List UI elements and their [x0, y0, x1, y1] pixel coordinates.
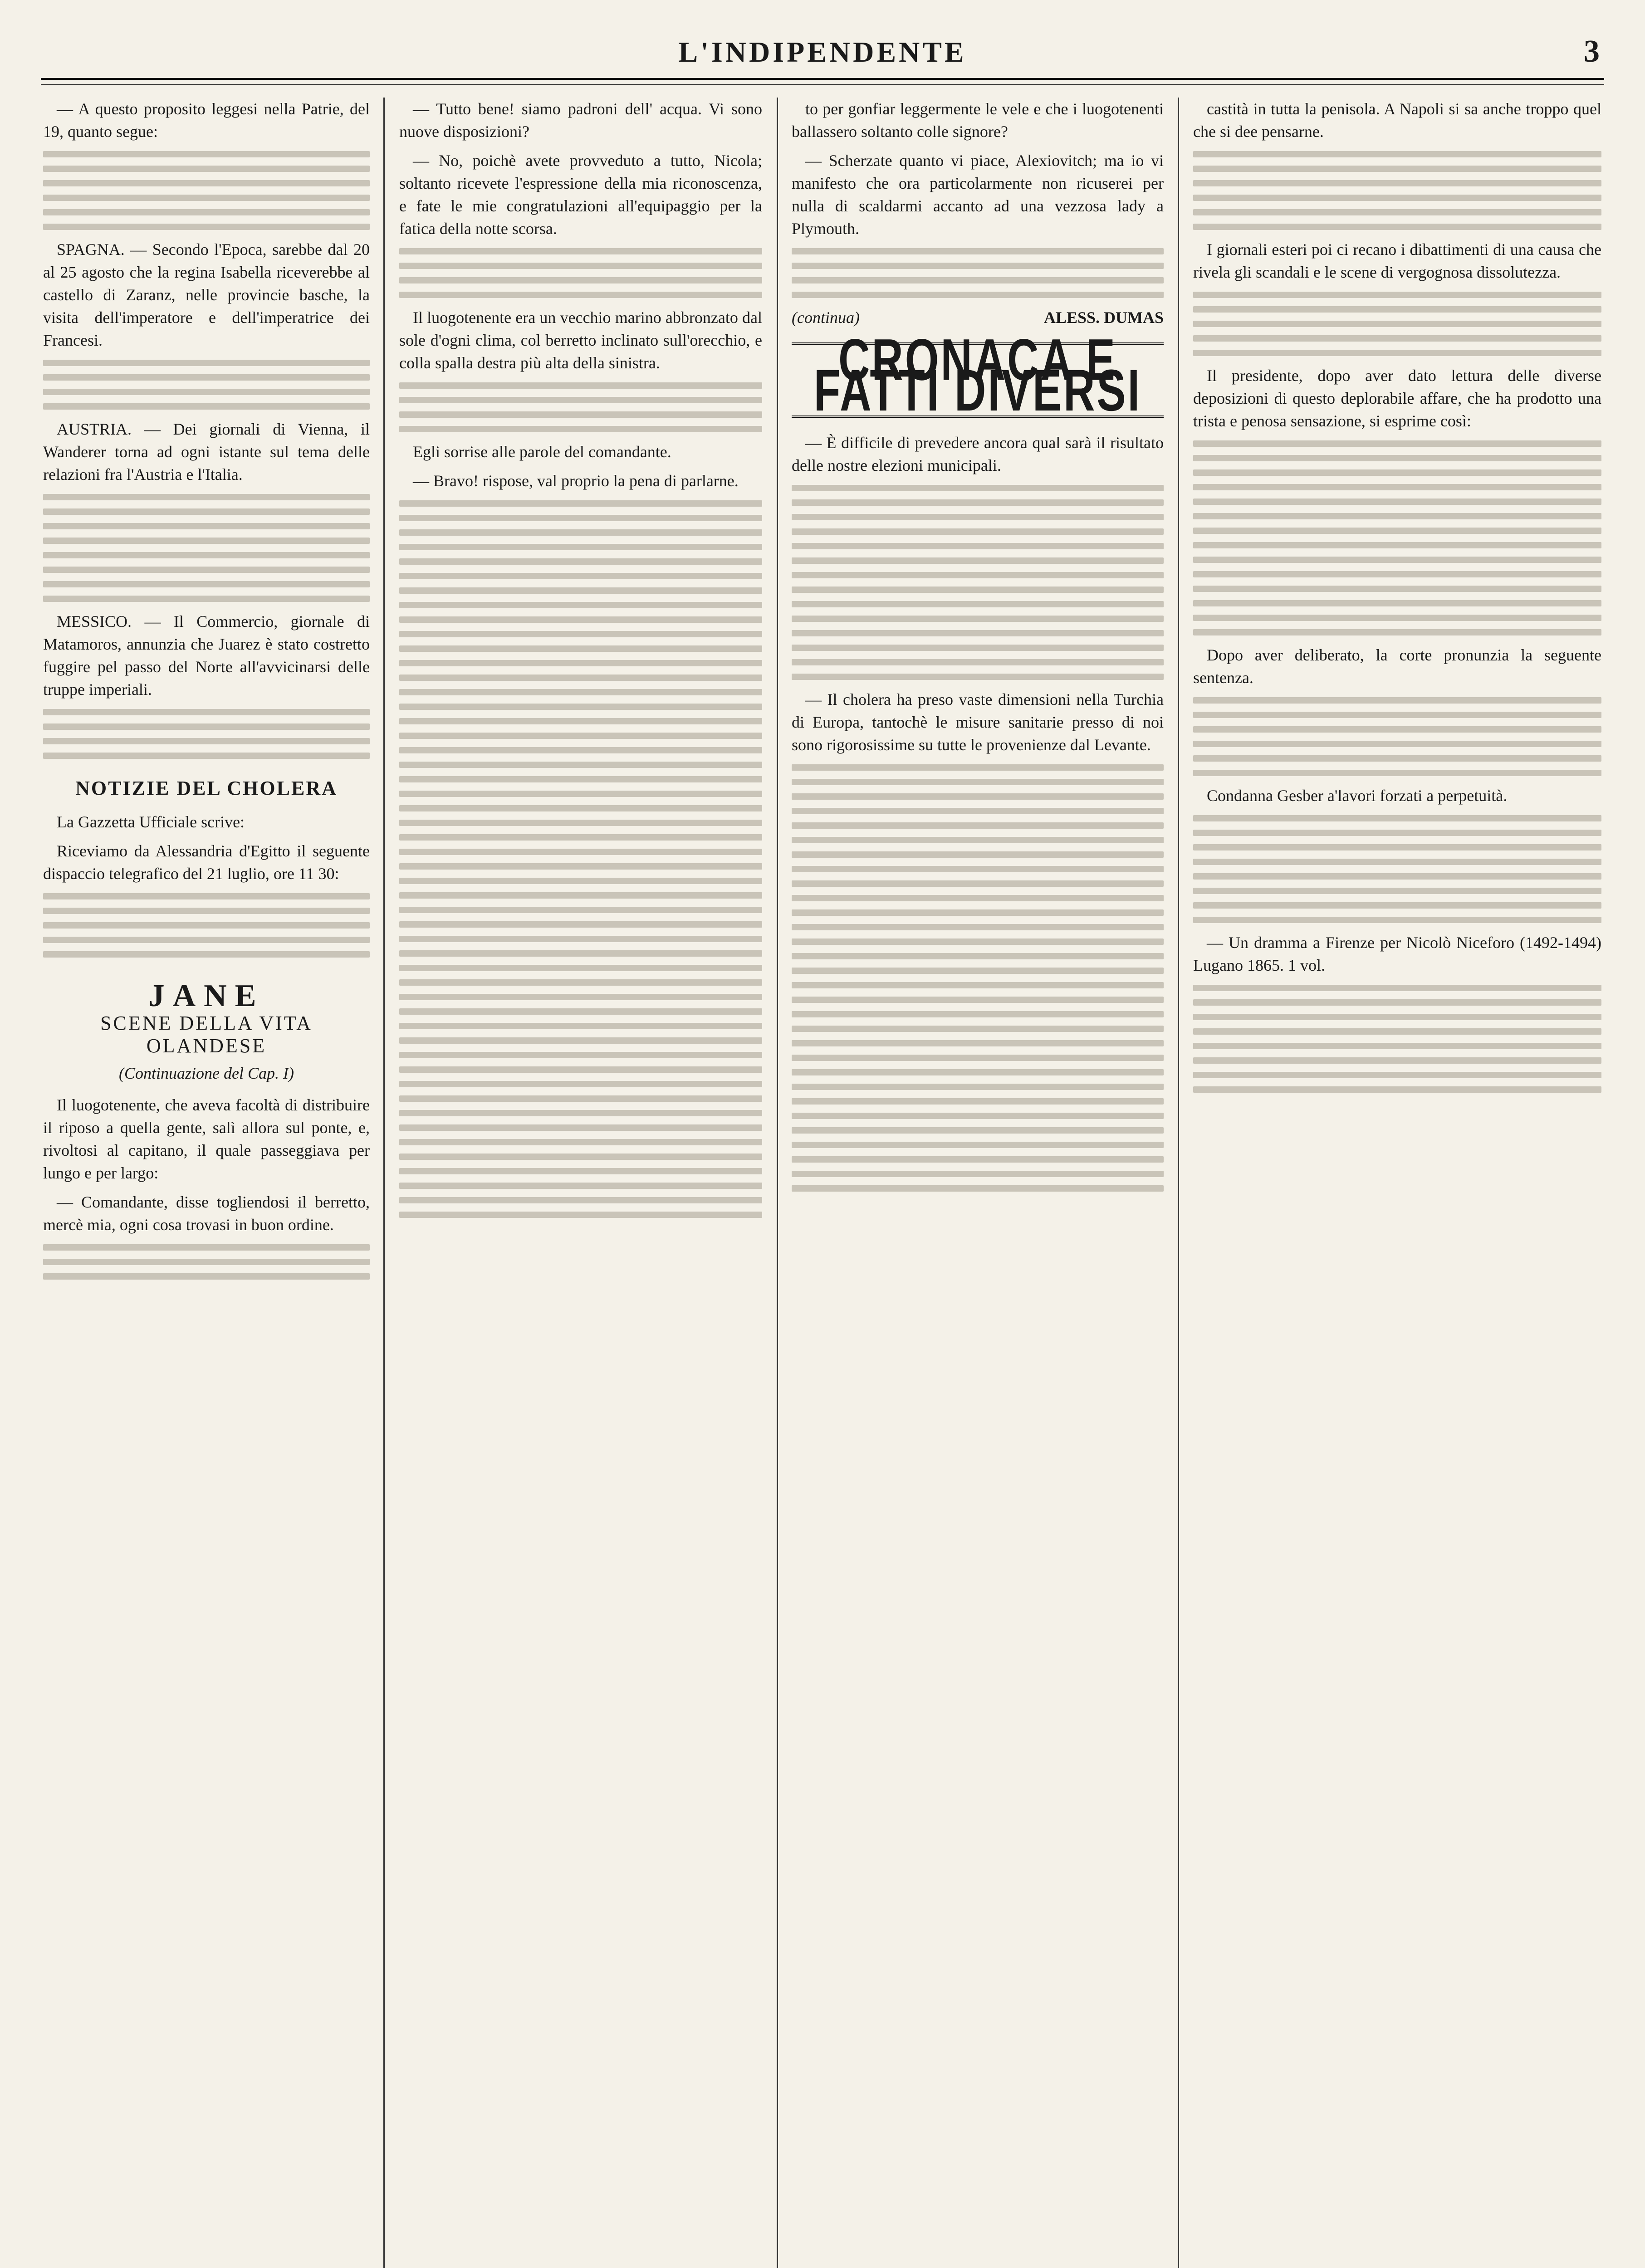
paragraph: Il luogotenente era un vecchio marino abbronzato dal sole d'ogni clima, col berretto inclinato sull'orecchio, e colla spalla destra più alta della sinistra.: [399, 308, 762, 372]
paragraph: castità in tutta la penisola. A Napoli si sa anche troppo quel che si dee pensarne.: [1193, 100, 1601, 141]
illegible-text: [399, 500, 762, 1218]
paragraph: MESSICO. — Il Commercio, giornale di Matamoros, annunzia che Juarez è stato costretto fuggire pel passo del Norte all'avvicinarsi delle truppe imperiali.: [43, 612, 370, 699]
paragraph: — Comandante, disse togliendosi il berretto, mercè mia, ogni cosa trovasi in buon ordine.: [43, 1193, 370, 1234]
column-divider: [1178, 98, 1179, 2268]
paragraph: Condanna Gesber a'lavori forzati a perpetuità.: [1207, 787, 1508, 805]
illegible-text: [43, 709, 370, 759]
paragraph: — Tutto bene! siamo padroni dell' acqua. Vi sono nuove disposizioni?: [399, 100, 762, 141]
paragraph: Il presidente, dopo aver dato lettura delle diverse deposizioni di questo deplorabile affare, che ha prodotto una trista e penosa sensazione, si esprime così:: [1193, 367, 1601, 430]
illegible-text: [1193, 151, 1601, 230]
paragraph: — No, poichè avete provveduto a tutto, Nicola; soltanto ricevete l'espressione della mia riconoscenza, e fate le mie congratulazioni all'equipaggio per la fatica della notte scorsa.: [399, 152, 762, 238]
masthead-rule: [41, 78, 1604, 85]
cronaca-heading: CRONACA E FATTI DIVERSI: [813, 327, 1142, 424]
illegible-text: [1193, 292, 1601, 356]
paragraph: SPAGNA. — Secondo l'Epoca, sarebbe dal 20 al 25 agosto che la regina Isabella riceverebbe al castello di Zaranz, nelle provincie basche, la visita dell'imperatore e dell'imperatrice dei Francesi.: [43, 240, 370, 349]
illegible-text: [1193, 440, 1601, 635]
paragraph: — Un dramma a Firenze per Nicolò Niceforo (1492-1494) Lugano 1865. 1 vol.: [1193, 934, 1601, 974]
serial-title: JANE: [148, 978, 264, 1013]
masthead: [41, 27, 1604, 82]
column-2: [399, 98, 762, 2268]
illegible-text: [43, 1244, 370, 1280]
paragraph: to per gonfiar leggermente le vele e che i luogotenenti ballassero soltanto colle signore?: [792, 100, 1164, 141]
illegible-text: [792, 248, 1164, 298]
illegible-text: [399, 382, 762, 432]
cholera-heading: NOTIZIE DEL CHOLERA: [75, 777, 338, 799]
paragraph: AUSTRIA. — Dei giornali di Vienna, il Wanderer torna ad ogni istante sul tema delle relazioni fra l'Austria e l'Italia.: [43, 420, 370, 484]
column-1: [43, 98, 370, 2268]
illegible-text: [43, 893, 370, 958]
serial-signature: [792, 306, 1164, 329]
illegible-text: [1193, 815, 1601, 923]
illegible-text: [399, 248, 762, 298]
illegible-text: [43, 494, 370, 602]
serial-subtitle: SCENE DELLA VITA OLANDESE: [100, 1012, 313, 1057]
illegible-text: [1193, 985, 1601, 1093]
paragraph: La Gazzetta Ufficiale scrive:: [57, 813, 245, 831]
column-4: [1193, 98, 1601, 2268]
paragraph: I giornali esteri poi ci recano i dibattimenti di una causa che rivela gli scandali e le scene di vergognosa dissolutezza.: [1193, 240, 1601, 281]
paragraph: Dopo aver deliberato, la corte pronunzia la seguente sentenza.: [1193, 646, 1601, 687]
paragraph: — Scherzate quanto vi piace, Alexiovitch; ma io vi manifesto che ora particolarmente non ricuserei per nulla di scaldarmi accanto ad una vezzosa lady a Plymouth.: [792, 152, 1164, 238]
illegible-text: [43, 151, 370, 230]
illegible-text: [43, 360, 370, 410]
paragraph: — Il cholera ha preso vaste dimensioni nella Turchia di Europa, tantochè le misure sanitarie presso di noi sono rigorosissime su tutte le provenienze dal Levante.: [792, 690, 1164, 754]
paragraph: — È difficile di prevedere ancora qual sarà il risultato delle nostre elezioni municipali.: [792, 434, 1164, 474]
page-number: 3: [1584, 34, 1600, 69]
paragraph: — Bravo! rispose, val proprio la pena di parlarne.: [413, 472, 739, 490]
news-paragraphs: [43, 98, 370, 759]
column-3: [792, 98, 1164, 2268]
paragraph: Il luogotenente, che aveva facoltà di distribuire il riposo a quella gente, salì allora sul ponte, e, rivoltosi al capitano, il quale passeggiava per lungo e per largo:: [43, 1096, 370, 1182]
column-divider: [777, 98, 778, 2268]
serial-continuation: (Continuazione del Cap. I): [119, 1064, 294, 1082]
column-divider: [383, 98, 385, 2268]
continua-note: (continua): [792, 308, 860, 327]
illegible-text: [792, 485, 1164, 680]
illegible-text: [792, 764, 1164, 1192]
illegible-text: [1193, 697, 1601, 776]
cronaca-heading-box: [792, 327, 1164, 424]
paragraph: — A questo proposito leggesi nella Patrie, del 19, quanto segue:: [43, 100, 370, 141]
newspaper-title: L'INDIPENDENTE: [678, 36, 967, 68]
author-name: ALESS. DUMAS: [1043, 308, 1164, 327]
paragraph: Egli sorrise alle parole del comandante.: [413, 443, 671, 461]
paragraph: Riceviamo da Alessandria d'Egitto il seguente dispaccio telegrafico del 21 luglio, ore 11 30:: [43, 842, 370, 883]
